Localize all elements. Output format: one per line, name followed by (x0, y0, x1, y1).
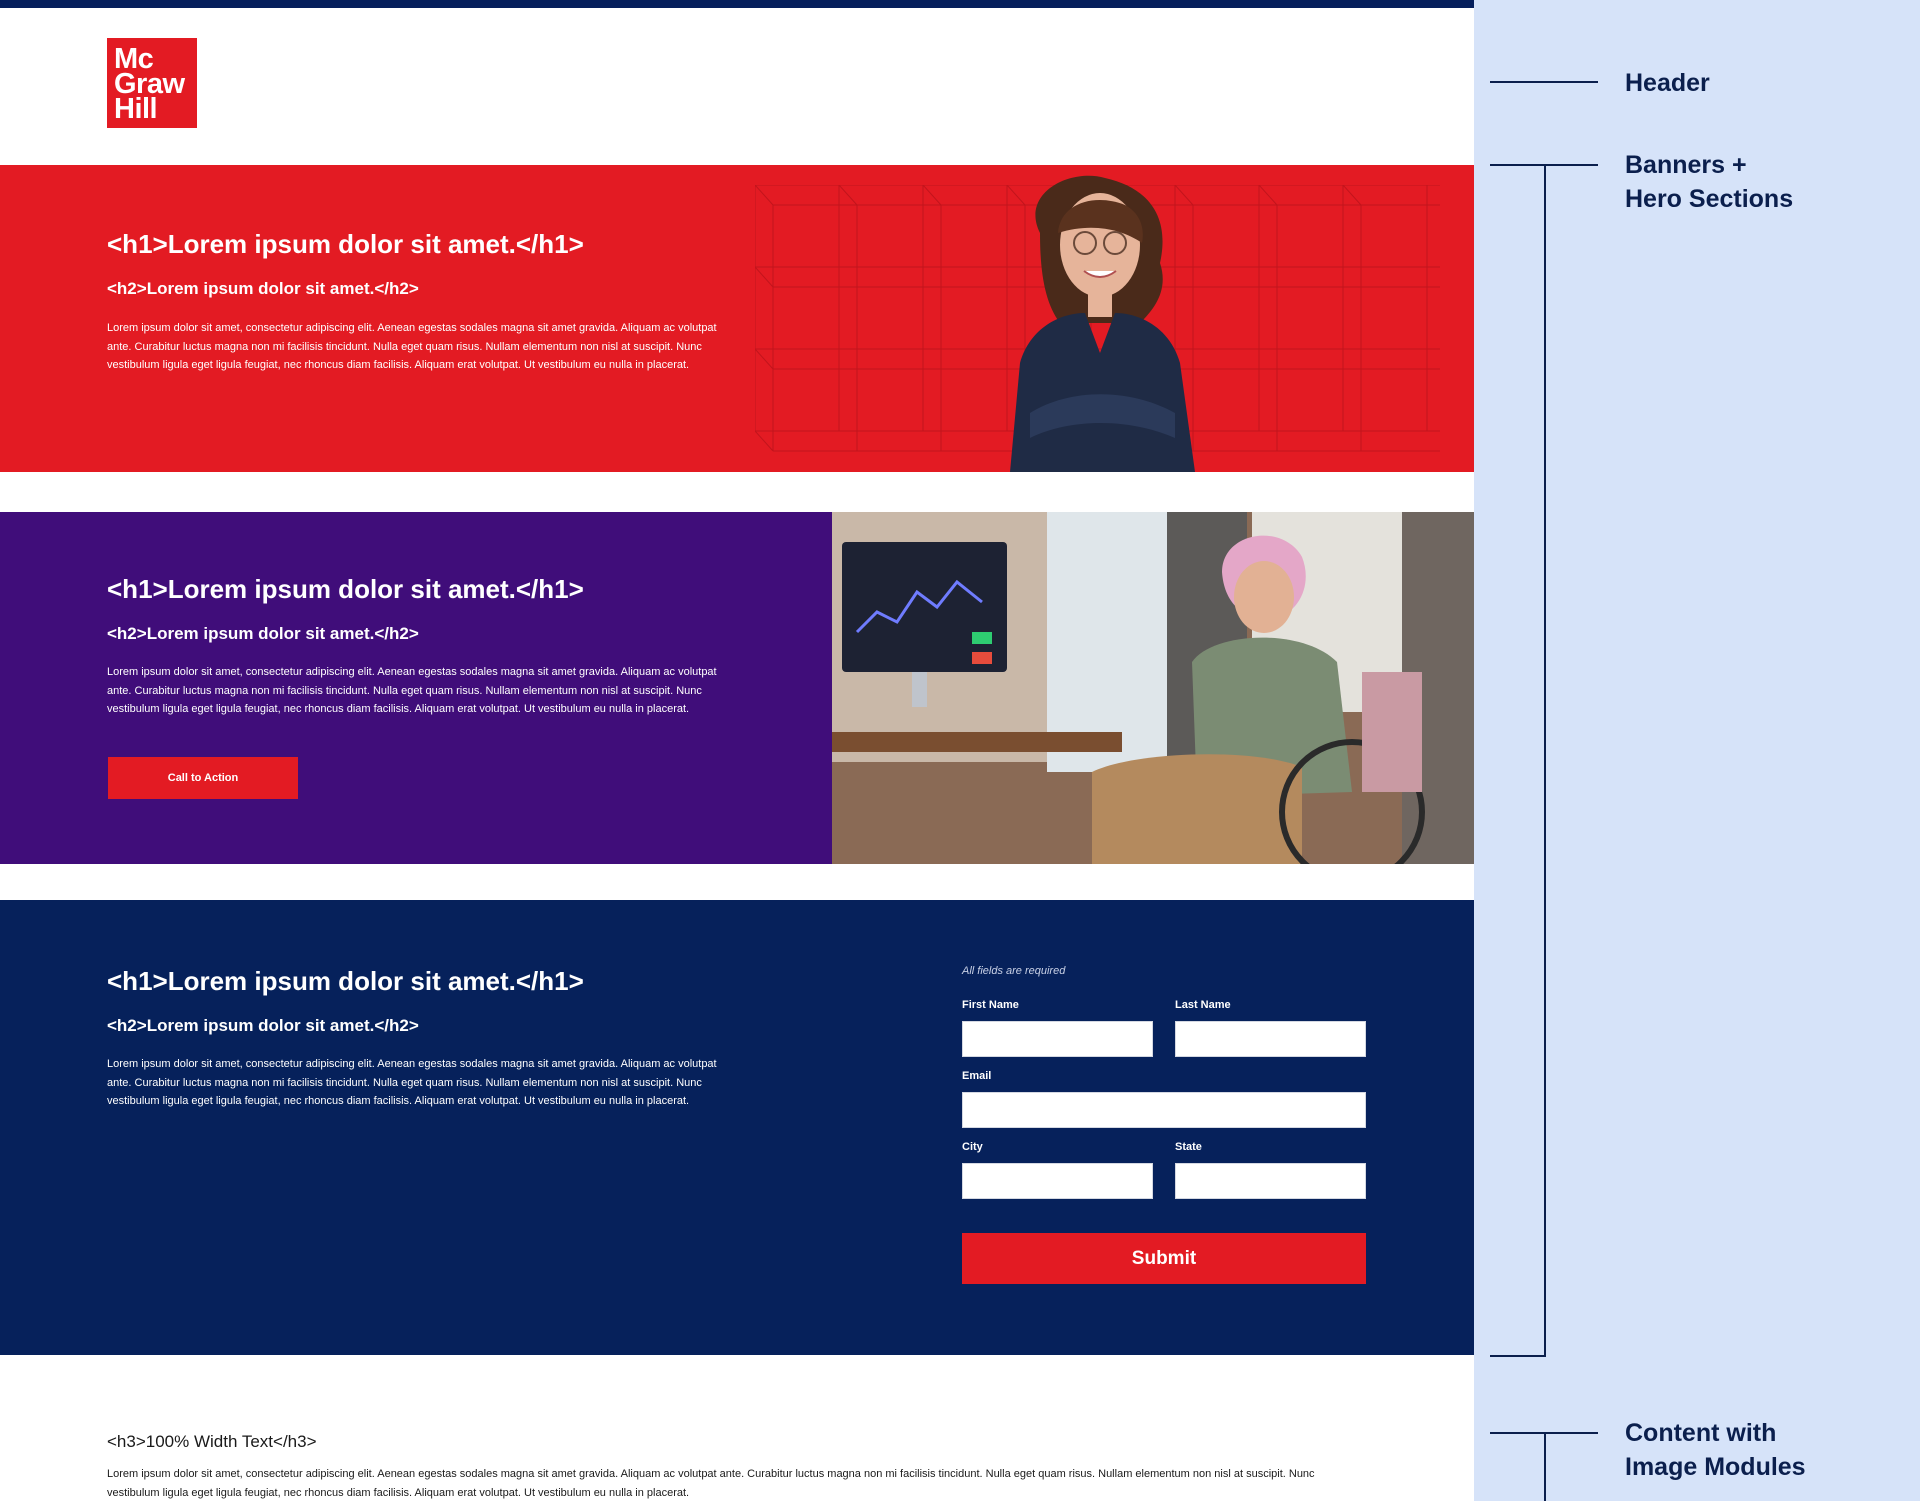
annotation-content-line2: Image Modules (1625, 1453, 1806, 1481)
smiling-woman-photo (1000, 173, 1200, 472)
call-to-action-button[interactable]: Call to Action (108, 757, 298, 799)
hero1-heading: <h1>Lorem ipsum dolor sit amet.</h1> (107, 229, 584, 259)
logo-line-1: Mc (114, 43, 154, 75)
content-body-text: Lorem ipsum dolor sit amet, consectetur adipiscing elit. Aenean egestas sodales magna sit amet gravida. Aliquam ac volutpat ante. Curabitur luctus magna non mi facilisis tincidunt. Nulla eget quam risus. Nullam elementum non nisl at suscipit. Nunc vestibulum ligula eget ligula feugiat, nec rhoncus diam facilisis. Aliquam erat volutpat. Ut vestibulum eu nulla in placerat. (107, 1468, 1315, 1499)
annotation-banners-line2: Hero Sections (1625, 185, 1794, 213)
banners-bracket-end (1490, 1355, 1546, 1357)
annotation-banners-line1: Banners + (1625, 151, 1747, 179)
annotation-panel (1474, 0, 1920, 1501)
hero1-subheading: <h2>Lorem ipsum dolor sit amet.</h2> (107, 279, 419, 298)
banners-bracket-line (1544, 164, 1546, 1357)
header-connector-line (1490, 81, 1598, 83)
city-input[interactable] (962, 1163, 1153, 1199)
annotation-content-line1: Content with (1625, 1419, 1777, 1447)
required-fields-note: All fields are required (962, 965, 1066, 977)
submit-button[interactable]: Submit (962, 1233, 1366, 1284)
logo-line-2: Graw (114, 68, 185, 100)
hero1-body-text: Lorem ipsum dolor sit amet, consectetur adipiscing elit. Aenean egestas sodales magna sit amet gravida. Aliquam ac volutpat ante. Curabitur luctus magna non mi facilisis tincidunt. Nulla eget quam risus. Nullam elementum non nisl at suscipit. Nunc vestibulum ligula eget ligula feugiat, nec rhoncus diam facilisis. Aliquam erat volutpat. Ut vestibulum eu nulla in placerat. (107, 322, 717, 371)
hero3-subheading: <h2>Lorem ipsum dolor sit amet.</h2> (107, 1016, 419, 1035)
city-label: City (962, 1141, 983, 1153)
last-name-label: Last Name (1175, 999, 1231, 1011)
hero2-heading: <h1>Lorem ipsum dolor sit amet.</h1> (107, 574, 584, 604)
student-wheelchair-photo (832, 512, 1474, 864)
hero-banner-purple (0, 512, 1474, 864)
email-label: Email (962, 1070, 992, 1082)
hero3-body-text: Lorem ipsum dolor sit amet, consectetur adipiscing elit. Aenean egestas sodales magna sit amet gravida. Aliquam ac volutpat ante. Curabitur luctus magna non mi facilisis tincidunt. Nulla eget quam risus. Nullam elementum non nisl at suscipit. Nunc vestibulum ligula eget ligula feugiat, nec rhoncus diam facilisis. Aliquam erat volutpat. Ut vestibulum eu nulla in placerat. (107, 1058, 717, 1107)
annotation-header: Header (1625, 69, 1710, 97)
first-name-input[interactable] (962, 1021, 1153, 1057)
hero-banner-red (0, 165, 1474, 472)
hero2-body-text: Lorem ipsum dolor sit amet, consectetur adipiscing elit. Aenean egestas sodales magna sit amet gravida. Aliquam ac volutpat ante. Curabitur luctus magna non mi facilisis tincidunt. Nulla eget quam risus. Nullam elementum non nisl at suscipit. Nunc vestibulum ligula eget ligula feugiat, nec rhoncus diam facilisis. Aliquam erat volutpat. Ut vestibulum eu nulla in placerat. (107, 666, 717, 715)
first-name-label: First Name (962, 999, 1019, 1011)
email-input[interactable] (962, 1092, 1366, 1128)
hero3-heading: <h1>Lorem ipsum dolor sit amet.</h1> (107, 966, 584, 996)
last-name-input[interactable] (1175, 1021, 1366, 1057)
top-accent-bar (0, 0, 1474, 8)
content-bracket-line (1544, 1432, 1546, 1501)
content-heading: <h3>100% Width Text</h3> (107, 1432, 317, 1451)
hero-banner-form (0, 900, 1474, 1355)
hero2-subheading: <h2>Lorem ipsum dolor sit amet.</h2> (107, 624, 419, 643)
state-label: State (1175, 1141, 1202, 1153)
logo-line-3: Hill (114, 93, 158, 125)
state-input[interactable] (1175, 1163, 1366, 1199)
mcgraw-hill-logo[interactable] (107, 38, 197, 128)
